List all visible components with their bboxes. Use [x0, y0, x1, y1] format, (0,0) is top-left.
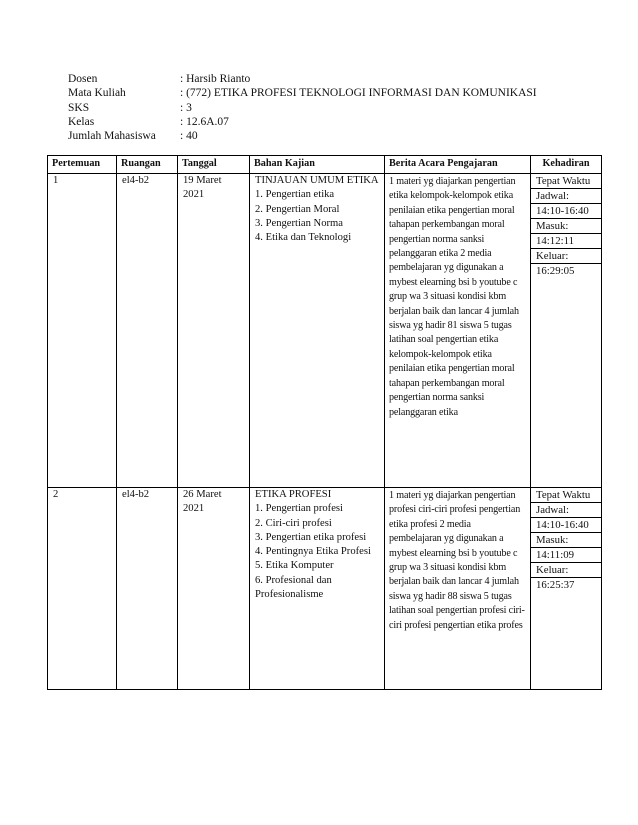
header-label: Dosen [68, 73, 98, 85]
header-row-mata-kuliah [68, 86, 537, 100]
header-label: Jumlah Mahasiswa [68, 130, 156, 143]
column-header-kehadiran: Kehadiran [531, 156, 602, 174]
kehadiran-jadwal-label: Jadwal: [531, 189, 601, 204]
cell-ruangan: el4-b2 [117, 174, 178, 488]
cell-pertemuan: 1 [48, 174, 117, 488]
cell-kehadiran [531, 488, 602, 690]
bahan-item: 5. Etika Komputer [255, 560, 334, 572]
kehadiran-masuk-label: Masuk: [531, 533, 601, 548]
kehadiran-masuk: 14:12:11 [531, 234, 601, 249]
kehadiran-keluar: 16:29:05 [536, 265, 575, 277]
table-header-row [48, 156, 602, 174]
tanggal-line: 2021 [183, 189, 205, 201]
kehadiran-status: Tepat Waktu [531, 174, 601, 189]
header-label: Kelas [68, 115, 95, 128]
bahan-title: TINJAUAN UMUM ETIKA [255, 175, 379, 186]
tanggal-line: 26 Maret [183, 489, 222, 500]
cell-tanggal [178, 488, 250, 690]
teaching-log-table [47, 155, 602, 690]
kehadiran-keluar-label: Keluar: [531, 249, 601, 264]
header-value: : 12.6A.07 [180, 115, 229, 129]
tanggal-line: 19 Maret [183, 175, 222, 186]
bahan-item: 2. Ciri-ciri profesi [255, 517, 332, 529]
berita-acara-text: 1 materi yg diajarkan pengertian profesi ciri-ciri profesi pengertian etika profesi 2 media pembelajaran yg digunakan a mybest elearning bsi b youtube c grup wa 3 situasi kondisi kbm berjalan baik dan lancar 4 jumlah siswa yg hadir 88 siswa 5 tugas latihan soal pengertian profesi ciri-ciri profesi pengertian etika profes [389, 490, 525, 631]
column-header-berita-acara: Berita Acara Pengajaran [385, 156, 531, 174]
cell-ruangan: el4-b2 [117, 488, 178, 690]
column-header-pertemuan: Pertemuan [48, 156, 117, 174]
cell-berita-acara [385, 488, 531, 690]
bahan-item: 4. Etika dan Teknologi [255, 232, 352, 244]
header-value: : 40 [180, 129, 198, 143]
kehadiran-keluar: 16:25:37 [536, 579, 575, 591]
header-value: : Harsib Rianto [180, 72, 250, 86]
bahan-item: 3. Pengertian etika profesi [255, 531, 367, 543]
bahan-title: ETIKA PROFESI [255, 489, 332, 500]
kehadiran-keluar-label: Keluar: [531, 563, 601, 578]
kehadiran-masuk: 14:11:09 [531, 548, 601, 563]
bahan-item: 1. Pengertian profesi [255, 503, 343, 515]
header-row-dosen [68, 72, 537, 86]
header-row-kelas [68, 115, 537, 129]
kehadiran-jadwal: 14:10-16:40 [531, 518, 601, 533]
cell-tanggal [178, 174, 250, 488]
bahan-item: 3. Pengertian Norma [255, 217, 343, 229]
header-value: : (772) ETIKA PROFESI TEKNOLOGI INFORMASI DAN KOMUNIKASI [180, 86, 537, 100]
header-row-jumlah-mahasiswa [68, 129, 537, 143]
column-header-tanggal: Tanggal [178, 156, 250, 174]
bahan-item: 4. Pentingnya Etika Profesi [255, 546, 371, 558]
kehadiran-jadwal-label: Jadwal: [531, 503, 601, 518]
kehadiran-jadwal: 14:10-16:40 [531, 204, 601, 219]
column-header-bahan-kajian: Bahan Kajian [250, 156, 385, 174]
kehadiran-masuk-label: Masuk: [531, 219, 601, 234]
header-value: : 3 [180, 101, 192, 115]
cell-berita-acara [385, 174, 531, 488]
kehadiran-status: Tepat Waktu [531, 488, 601, 503]
header-label: SKS [68, 101, 90, 114]
bahan-item: 1. Pengertian etika [255, 189, 335, 201]
table-row [48, 488, 602, 690]
table-row [48, 174, 602, 488]
bahan-item: 6. Profesional dan Profesionalisme [255, 574, 332, 601]
column-header-ruangan: Ruangan [117, 156, 178, 174]
header-row-sks [68, 101, 537, 115]
cell-bahan-kajian [250, 174, 385, 488]
course-header [68, 72, 537, 143]
berita-acara-text: 1 materi yg diajarkan pengertian etika kelompok-kelompok etika penilaian etika pengertian moral tahapan perkembangan moral pengertian norma sanksi pelanggaran etika 2 media pembelajaran yg digunakan a mybest elearning bsi b youtube c grup wa 3 situasi kondisi kbm berjalan baik dan lancar 4 jumlah siswa yg hadir 81 siswa 5 tugas latihan soal pengertian etika kelompok-kelompok etika penilaian etika pengertian moral tahapan perkembangan moral pengertian norma sanksi pelanggaran etika [389, 176, 519, 418]
cell-pertemuan: 2 [48, 488, 117, 690]
header-label: Mata Kuliah [68, 87, 126, 100]
cell-kehadiran [531, 174, 602, 488]
tanggal-line: 2021 [183, 503, 205, 515]
cell-bahan-kajian [250, 488, 385, 690]
bahan-item: 2. Pengertian Moral [255, 203, 340, 215]
